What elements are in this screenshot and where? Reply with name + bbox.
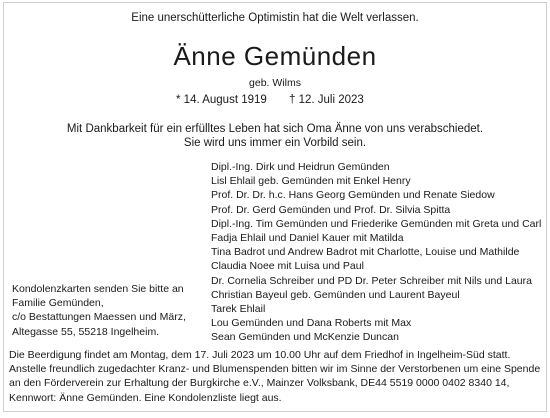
mourner-entry: Prof. Dr. Gerd Gemünden und Prof. Dr. Silvia Spitta bbox=[211, 203, 451, 216]
condolence-line: Kondolenzkarten senden Sie bitte an bbox=[12, 283, 184, 295]
gratitude-line: Sie wird uns immer ein Vorbild sein. bbox=[183, 137, 367, 149]
funeral-line: Kennwort: Änne Gemünden. Eine Kondolenzliste liegt aus. bbox=[9, 391, 282, 404]
funeral-line: an den Förderverein zur Erhaltung der Burgkirche e.V., Mainzer Volksbank, DE44 5519 0000 0402 8340 14, bbox=[9, 377, 510, 390]
maiden-name: geb. Wilms bbox=[249, 77, 301, 89]
mourner-entry: Fadja Ehlail und Daniel Kauer mit Matilda bbox=[211, 232, 404, 245]
intro-line: Eine unerschütterliche Optimistin hat die Welt verlassen. bbox=[131, 12, 419, 24]
mourner-entry: Lisl Ehlail geb. Gemünden mit Enkel Henry bbox=[211, 175, 411, 188]
mourner-entry: Lou Gemünden und Dana Roberts mit Max bbox=[211, 317, 412, 330]
gratitude-text bbox=[4, 122, 546, 150]
mourner-entry: Sean Gemünden und McKenzie Duncan bbox=[211, 331, 399, 344]
mourner-entry: Claudia Noee mit Luisa und Paul bbox=[211, 260, 364, 273]
condolence-line: Familie Gemünden, bbox=[12, 297, 104, 310]
condolence-line: Altegasse 55, 55218 Ingelheim. bbox=[12, 325, 160, 338]
funeral-line: Die Beerdigung findet am Montag, dem 17. Juli 2023 um 10.00 Uhr auf dem Friedhof in Ingelheim-Süd statt. bbox=[9, 349, 511, 361]
gratitude-line: Mit Dankbarkeit für ein erfülltes Leben hat sich Oma Änne von uns verabschiedet. bbox=[66, 123, 484, 135]
deceased-name: Änne Gemünden bbox=[173, 41, 377, 71]
mourner-entry: Prof. Dr. Dr. h.c. Hans Georg Gemünden und Renate Siedow bbox=[211, 189, 495, 202]
mourner-entry: Tarek Ehlail bbox=[211, 303, 266, 316]
mourner-entry: Christian Bayeul geb. Gemünden und Laurent Bayeul bbox=[211, 288, 460, 301]
mourner-entry: Dr. Cornelia Schreiber und PD Dr. Peter Schreiber mit Nils und Laura bbox=[211, 274, 532, 287]
funeral-line: Anstelle freundlich zugedachter Kranz- und Blumenspenden bitten wir im Sinne der Verstorbenen um eine Spende bbox=[9, 363, 541, 376]
funeral-info bbox=[9, 348, 540, 405]
condolence-address bbox=[12, 282, 186, 339]
mourner-entry: Dipl.-Ing. Tim Gemünden und Friederike Gemünden mit Greta und Carl bbox=[211, 217, 542, 230]
death-date: † 12. Juli 2023 bbox=[289, 94, 364, 106]
condolence-line: c/o Bestattungen Maessen und März, bbox=[12, 311, 186, 324]
obituary-notice bbox=[3, 2, 547, 412]
mourners-list bbox=[211, 160, 541, 345]
mourner-entry: Dipl.-Ing. Dirk und Heidrun Gemünden bbox=[211, 161, 390, 173]
mourner-entry: Tina Badrot und Andrew Badrot mit Charlotte, Louise und Mathilde bbox=[211, 246, 520, 259]
birth-date: * 14. August 1919 bbox=[176, 94, 267, 106]
